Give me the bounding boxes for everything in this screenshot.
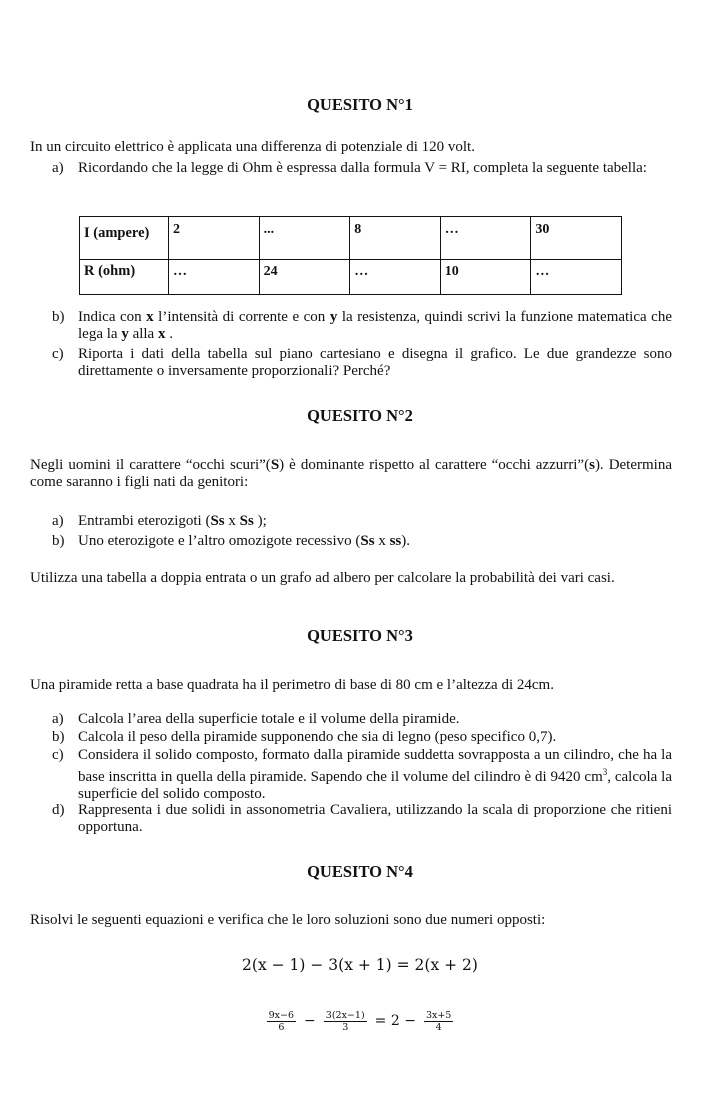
table-cell: I (ampere) (80, 217, 169, 260)
q3-item-c-text (78, 747, 672, 803)
denominator: 4 (435, 1022, 442, 1033)
table-cell: 24 (259, 260, 350, 295)
q2-closing: Utilizza una tabella a doppia entrata o un grafo ad albero per calcolare la probabilità dei vari casi. (30, 570, 615, 586)
genotype: Ss (360, 533, 375, 549)
table-cell: 8 (350, 217, 441, 260)
q3-item-b-text: Calcola il peso della piramide supponendo che sia di legno (peso specifico 0,7). (78, 729, 557, 745)
right-hand-side: = 2 − (374, 1013, 416, 1029)
q4-title: QUESITO N°4 (307, 862, 413, 881)
numerator: 3(2x−1) (325, 1010, 365, 1021)
table-cell: … (531, 260, 622, 295)
text-run: ); (253, 513, 267, 529)
table-row-current (80, 217, 622, 260)
q1-item-a-label: a) (52, 160, 64, 176)
numerator: 3x+5 (425, 1010, 452, 1021)
table-cell: R (ohm) (80, 260, 169, 295)
q1-item-b-label: b) (52, 309, 65, 325)
q1-intro: In un circuito elettrico è applicata una differenza di potenziale di 120 volt. (30, 139, 475, 155)
text-run: Considera il solido composto, formato dalla piramide suddetta sovrapposta a un cilindro, che ha la base inscritta in quella della piramide. Sapendo che il volume del cilindro è di 9420 cm (78, 747, 672, 785)
equation-1: 2(x − 1) − 3(x + 1) = 2(x + 2) (242, 956, 478, 974)
text-run: Negli uomini il carattere “occhi scuri”( (30, 457, 271, 473)
ohm-table (79, 216, 622, 295)
text-run: , calcola la superficie del solido composto. (78, 769, 672, 802)
q3-item-a-label: a) (52, 711, 64, 727)
text-run: ) è dominante rispetto al carattere “occhi azzurri”( (279, 457, 590, 473)
q2-item-a-text (78, 513, 672, 530)
q1-item-a-text: Ricordando che la legge di Ohm è espressa dalla formula V = RI, completa la seguente tabella: (78, 160, 647, 176)
numerator: 9x−6 (268, 1010, 295, 1021)
text-run: Indica con (78, 309, 147, 325)
text-run: ). (401, 533, 411, 549)
text-run: Entrambi eterozigoti ( (78, 513, 211, 529)
text-run: x (224, 513, 240, 529)
q2-intro (30, 457, 672, 491)
q4-intro: Risolvi le seguenti equazioni e verifica che le loro soluzioni sono due numeri opposti: (30, 912, 546, 928)
q2-item-b-label: b) (52, 533, 65, 549)
variable-y: y (329, 309, 338, 325)
allele-recessive: s (589, 457, 595, 473)
table-cell: 10 (440, 260, 531, 295)
q1-item-b-text (78, 309, 672, 343)
q2-item-a-label: a) (52, 513, 64, 529)
denominator: 3 (342, 1022, 349, 1033)
q2-item-b-text (78, 533, 672, 550)
q3-item-b-label: b) (52, 729, 65, 745)
genotype: Ss (239, 513, 254, 529)
q2-title: QUESITO N°2 (307, 406, 413, 425)
variable-x: x (157, 326, 166, 342)
text-run: la resistenza, quindi scrivi la funzione matematica che lega la (78, 309, 672, 342)
q3-intro: Una piramide retta a base quadrata ha il perimetro di base di 80 cm e l’altezza di 24cm. (30, 677, 554, 693)
table-cell: … (169, 260, 260, 295)
q1-item-c-text: Riporta i dati della tabella sul piano cartesiano e disegna il grafico. Le due grandezze sono direttamente o inversamente proporzionali? Perché? (78, 346, 672, 379)
text-run: alla (128, 326, 158, 342)
text-run: Uno eterozigote e l’altro omozigote recessivo ( (78, 533, 361, 549)
allele-dominant: S (270, 457, 280, 473)
variable-x: x (146, 309, 154, 325)
equation-2 (0, 1010, 720, 1033)
q1-item-c-label: c) (52, 346, 64, 362)
q3-item-c-label: c) (52, 747, 64, 763)
table-cell: … (350, 260, 441, 295)
table-row-resistance (80, 260, 622, 295)
table-cell: 30 (531, 217, 622, 260)
denominator: 6 (278, 1022, 285, 1033)
q3-item-a-text: Calcola l’area della superficie totale e il volume della piramide. (78, 711, 460, 727)
text-run: x (374, 533, 390, 549)
superscript: 3 (602, 767, 608, 777)
fraction (424, 1010, 453, 1033)
q3-item-d-text: Rappresenta i due solidi in assonometria Cavaliera, utilizzando la scala di proporzione che ritieni opportuna. (78, 802, 672, 835)
genotype: Ss (210, 513, 225, 529)
variable-y: y (121, 326, 129, 342)
operator: − (304, 1013, 316, 1029)
q1-title: QUESITO N°1 (307, 95, 413, 114)
table-cell: … (440, 217, 531, 260)
q3-item-d-label: d) (52, 802, 65, 818)
genotype: ss (389, 533, 402, 549)
table-cell: 2 (169, 217, 260, 260)
fraction (267, 1010, 296, 1033)
table-cell: ... (259, 217, 350, 260)
text-run: . (165, 326, 173, 342)
q3-title: QUESITO N°3 (307, 626, 413, 645)
fraction (324, 1010, 367, 1033)
text-run: ). Determina come saranno i figli nati da genitori: (30, 457, 673, 490)
text-run: l’intensità di corrente e con (153, 309, 330, 325)
